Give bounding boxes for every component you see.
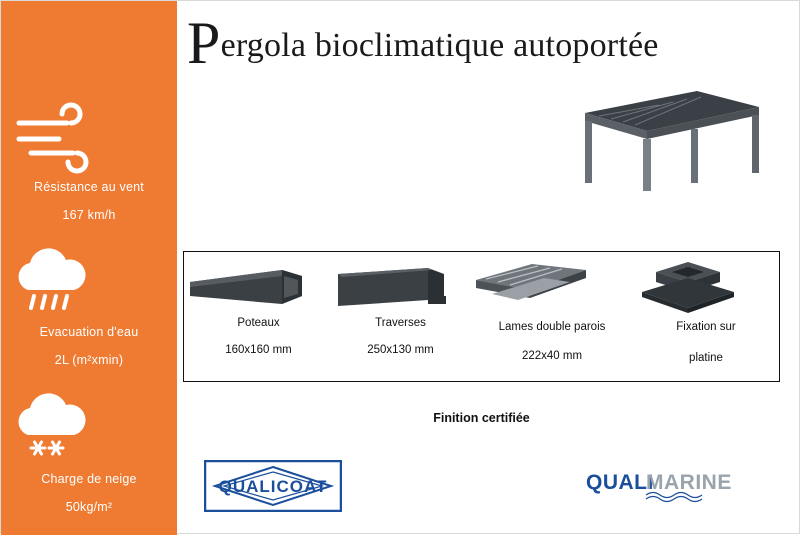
product-name: Traverses [375, 317, 426, 329]
product-dimension: 250x130 mm [367, 344, 434, 356]
product-item [186, 252, 331, 383]
feature-wind-resistance [1, 101, 177, 224]
certification-heading: Finition certifiée [433, 411, 530, 425]
snow-cloud-icon [1, 393, 177, 467]
pergola-3d-illustration [577, 85, 767, 195]
product-dimension: 222x40 mm [521, 350, 583, 362]
feature-label: Résistance au vent [34, 180, 144, 194]
product-name: Poteaux [237, 317, 280, 329]
feature-value: 167 km/h [62, 208, 116, 222]
title-drop-cap: P [187, 10, 221, 76]
qualicoat-logo [204, 460, 342, 512]
feature-value: 2L (m²xmin) [54, 353, 124, 367]
page-title [187, 10, 787, 76]
beam-profile-icon [332, 260, 469, 312]
products-box [183, 251, 780, 382]
svg-text:QUALICOAT: QUALICOAT [218, 477, 328, 496]
feature-value: 50kg/m² [65, 500, 113, 514]
product-dimension: 160x160 mm [225, 344, 292, 356]
product-item [332, 252, 469, 383]
svg-text:QUALI: QUALI [586, 471, 654, 494]
product-item [472, 252, 632, 383]
qualimarine-logo [584, 467, 734, 503]
base-plate-icon [636, 260, 776, 318]
product-name: Fixation sur [676, 321, 736, 333]
feature-label: Charge de neige [41, 472, 137, 486]
double-blade-icon [472, 260, 632, 308]
feature-water-evacuation [1, 246, 177, 369]
svg-text:MARINE: MARINE [646, 471, 732, 494]
rain-cloud-icon [1, 246, 177, 320]
product-item [636, 252, 776, 383]
wind-icon [1, 101, 177, 175]
product-name: Lames double parois [498, 321, 606, 333]
product-dimension: platine [689, 352, 723, 364]
feature-label: Evacuation d'eau [39, 325, 139, 339]
post-profile-icon [186, 260, 331, 312]
feature-snow-load [1, 393, 177, 516]
sidebar-panel [1, 1, 177, 535]
title-text: ergola bioclimatique autoportée [220, 27, 659, 64]
